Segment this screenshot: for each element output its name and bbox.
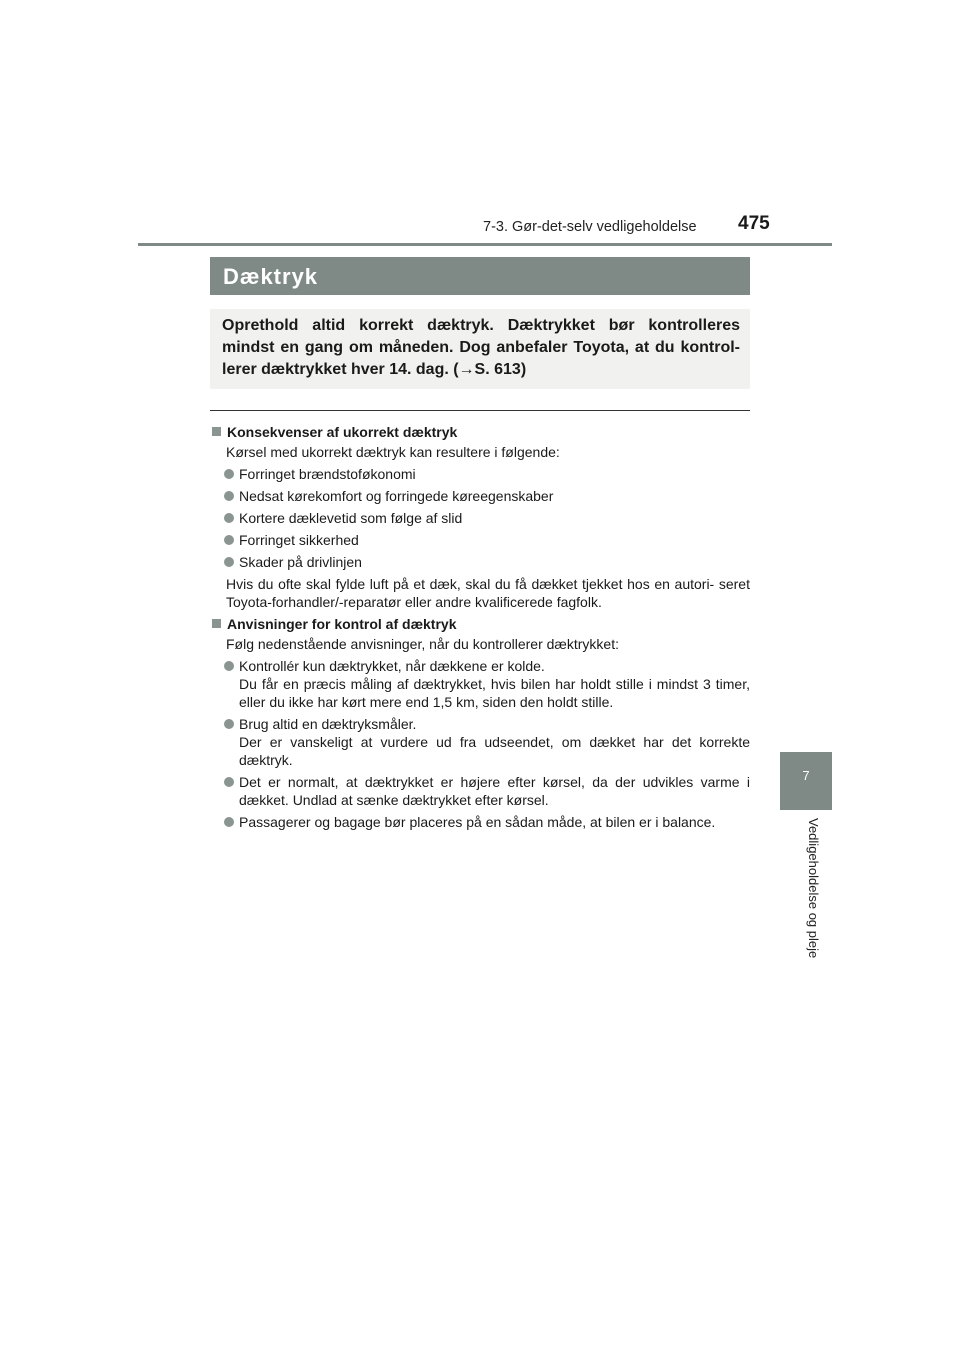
- square-bullet-icon: [212, 619, 221, 628]
- section1-note: Hvis du ofte skal fylde luft på et dæk, skal du få dækket tjekket hos en autori- seret Toyota-forhandler/-reparatør eller andre kvalificerede fagfolk.: [226, 576, 750, 610]
- bullet-dot-icon: [224, 491, 234, 501]
- header-rule: [138, 243, 832, 246]
- content-body: [210, 420, 750, 831]
- page-number: 475: [738, 213, 770, 234]
- intro-box: Oprethold altid korrekt dæktryk. Dæktrykket bør kontrolleres mindst en gang om måneden. Dog anbefaler Toyota, at du kontrol- lerer dæktrykket hver 14. dag. (→S. 613): [210, 309, 750, 389]
- list-item: Forringet sikkerhed: [224, 531, 750, 549]
- section1-lead: Kørsel med ukorrekt dæktryk kan resultere i følgende:: [226, 444, 560, 460]
- bullet-dot-icon: [224, 661, 234, 671]
- bullet-dot-icon: [224, 557, 234, 567]
- section2-lead: Følg nedenstående anvisninger, når du kontrollerer dæktrykket:: [226, 636, 619, 652]
- bullet-dot-icon: [224, 535, 234, 545]
- chapter-label: Vedligeholdelse og pleje: [806, 818, 821, 959]
- list-item: Kontrollér kun dæktrykket, når dækkene er kolde. Du får en præcis måling af dæktrykket, hvis bilen har holdt stille i mindst 3 timer, eller du ikke har kørt mere end 1,5 km, siden den holdt stille.: [224, 657, 750, 711]
- square-bullet-icon: [212, 427, 221, 436]
- running-header-section: 7-3. Gør-det-selv vedligeholdelse: [483, 219, 697, 235]
- bullet-dot-icon: [224, 513, 234, 523]
- list-item: Passagerer og bagage bør placeres på en sådan måde, at bilen er i balance.: [224, 813, 750, 831]
- section-heading: [210, 423, 750, 441]
- list-item: Nedsat kørekomfort og forringede køreegenskaber: [224, 487, 750, 505]
- list-item: Brug altid en dæktryksmåler. Der er vanskeligt at vurdere ud fra udseendet, om dækket har det korrekte dæktryk.: [224, 715, 750, 769]
- bullet-dot-icon: [224, 817, 234, 827]
- section-rule: [210, 410, 750, 411]
- section-heading: [210, 615, 750, 633]
- bullet-dot-icon: [224, 469, 234, 479]
- section2-heading: Anvisninger for kontrol af dæktryk: [227, 616, 457, 632]
- list-item: Det er normalt, at dæktrykket er højere efter kørsel, da der udvikles varme i dækket. Undlad at sænke dæktrykket efter kørsel.: [224, 773, 750, 809]
- bullet-dot-icon: [224, 777, 234, 787]
- chapter-tab: 7: [780, 752, 832, 810]
- list-item: Forringet brændstoføkonomi: [224, 465, 750, 483]
- list-item: Kortere dæklevetid som følge af slid: [224, 509, 750, 527]
- list-item: Skader på drivlinjen: [224, 553, 750, 571]
- bullet-dot-icon: [224, 719, 234, 729]
- section1-heading: Konsekvenser af ukorrekt dæktryk: [227, 424, 458, 440]
- page-title: Dæktryk: [210, 257, 750, 295]
